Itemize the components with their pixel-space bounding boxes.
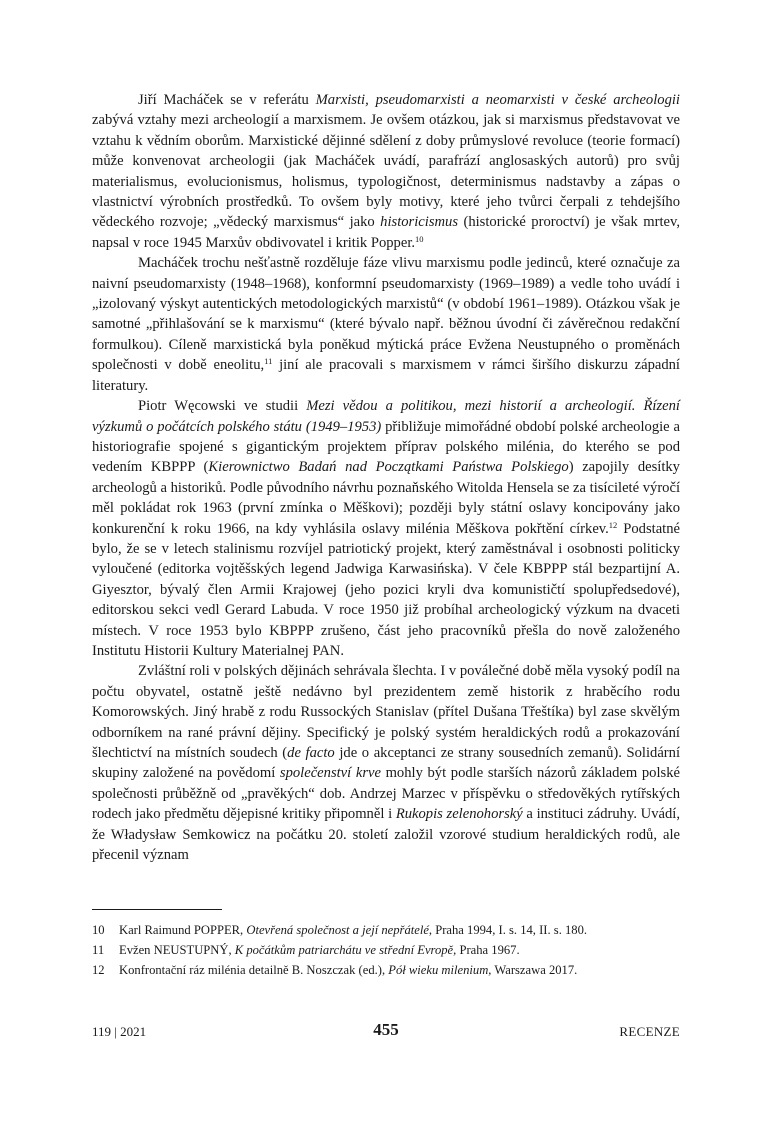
text-run: a instituci zádruhy. Uvádí, že Władysław Semkowicz na počátku 20. století založil vzorové studium heraldických rodů, ale přecenil význam <box>92 806 680 864</box>
italic-text: Otevřená společnost a její nepřátelé <box>246 923 429 937</box>
issue-label: 119 | 2021 <box>92 1024 147 1039</box>
italic-text: Mezi vědou a politikou, mezi historií a archeologií. Řízení výzkumů o počátcích polského státu (1949–1953) <box>92 398 680 435</box>
footnote-text <box>119 940 520 960</box>
footnotes <box>92 920 680 980</box>
text-run: ) zapojily desítky archeologů a historiků. Podle původního návrhu poznaňského Witolda Hensela se za tisícileté výročí měl pokládat rok 1963 (první zmínka o Měškovi); později byly státní oslavy koncipovány jako konkurenční k roku 1966, na kdy vyhlásila oslavy milénia Měškova pokřtění církev. <box>92 459 681 537</box>
text-run: Jiří Macháček se v referátu <box>138 92 316 108</box>
text-run: přibližuje mimořádné období polské archeologie a historiografie spojené s gigantickým projektem příprav polského milénia, do kterého se pod vedením KBPPP ( <box>92 418 680 476</box>
paragraph <box>92 661 680 865</box>
page-footer <box>92 1020 680 1044</box>
italic-text: Rukopis zelenohorský <box>395 806 523 823</box>
italic-text: de facto <box>287 745 335 761</box>
text-run: Praha 1967. <box>456 943 520 957</box>
footnote-reference: 11 <box>264 356 273 367</box>
paragraph <box>92 253 680 396</box>
text-run: Podstatné bylo, že se v letech stalinismu rozvíjel patriotický projekt, který zaměstnával i osobnosti politicky vyloučené (editorka vojtěšských legend Jadwiga Karwasińska). V čele KBPPP stál bezpartijní A. Giyesztor, bývalý člen Armii Krajowej (jeho pozici kryli dva komunističtí spolupředsedové), editorskou sekci vedl Gerard Labuda. V roce 1950 již probíhal archeologický výzkum na dvaceti místech. V roce 1953 bylo KBPPP zrušeno, část jeho pracovníků přešla do nově založeného Institutu Historii Kultury Materialnej PAN. <box>92 520 680 659</box>
italic-text: Kierownictwo Badań nad Początkami Państwa Polskiego <box>208 459 569 476</box>
italic-text: Pół wieku milenium, <box>388 963 492 977</box>
footnote <box>92 940 680 960</box>
text-run: Warszawa 2017. <box>491 963 578 977</box>
footnote-reference: 12 <box>608 519 618 530</box>
text-run: Evžen NEUSTUPNÝ, <box>119 943 235 957</box>
text-run: Macháček trochu nešťastně rozděluje fáze vlivu marxismu podle jedinců, které označuje za naivní pseudomarxisty (1948–1968), konformní pseudomarxisty (1969–1989) a vedle toho uvádí i „izolovaný výskyt autentických metodologických marxistů“ (v období 1961–1989). Otázkou však je samotné „přihlašování se k marxismu“ (které bývalo např. běžnou úvodní či závěrečnou redakční formulkou). Cíleně marxistická byla poněkud mýtická práce Evžena Neustupného o proměnách společnosti v době eneolitu, <box>92 255 680 374</box>
italic-text: Marxisti, pseudomarxisti a neomarxisti v české archeologii <box>315 92 680 108</box>
text-run: Piotr Węcowski ve studii <box>138 398 307 415</box>
text-run: Konfrontační ráz milénia detailně B. Noszczak (ed.), <box>119 963 389 977</box>
footnote-number: 10 <box>92 923 105 937</box>
section-label: RECENZE <box>619 1024 680 1039</box>
footnote-text <box>119 920 587 940</box>
italic-text: K počátkům patriarchátu ve střední Evropě, <box>234 943 457 957</box>
text-run: jiní ale pracovali s marxismem v rámci širšího diskurzu západní literatury. <box>92 357 680 394</box>
italic-text: historicismus <box>380 214 459 231</box>
text-run: jde o akceptanci ze strany sousedních zemanů). Solidární skupiny založené na povědomí <box>92 745 681 782</box>
footnote-number: 12 <box>92 963 105 977</box>
footnote-number: 11 <box>92 943 105 957</box>
text-run: , Praha 1994, I. s. 14, II. s. 180. <box>428 923 588 937</box>
text-run: Zvláštní roli v polských dějinách sehrávala šlechta. I v poválečné době měla vysoký podíl na počtu obyvatel, ostatně ještě nedávno byl prezidentem země historik z hraběcího rodu Komorowských. Jiný hrabě z rodu Russockých Stanislav (přítel Dušana Třeštíka) byl zase skvělým odborníkem na rané právní dějiny. Specifický je polský systém heraldických rodů a prokazování šlechtictví na místních soudech ( <box>92 663 680 761</box>
footnote-divider <box>92 909 222 910</box>
text-run: zabývá vztahy mezi archeologií a marxismem. Je ovšem otázkou, jak si marxismus představovat ve vztahu k vědním oborům. Marxistické dějinné sdělení z doby průmyslové revoluce (teorie formací) může konvenovat archeologii (jak Macháček uvádí, parafrází anglosaských autorů) pro svůj materialismus, evolucionismus, holismus, typologičnost, determinismus nadstavby a zápas o vlastnictví výrobních prostředků. To ovšem byly motivy, které jeho tvůrci čerpali z tehdejšího vědeckého rozvoje; „vědecký marxismus“ jako <box>92 112 680 231</box>
footnote-reference: 10 <box>415 233 424 244</box>
footnote <box>92 960 680 980</box>
italic-text: společenství krve <box>279 765 381 782</box>
text-run: mohly být podle starších názorů základem polské společnosti průběžně od „pravěkých“ dob. Andrzej Marzec v příspěvku o středověkých rytířských rodech jako předmětu dějepisné kritiky připomněl i <box>92 765 680 823</box>
footnote-text <box>119 960 577 980</box>
body-text <box>92 90 680 865</box>
text-run: (historické proroctví) je však mrtev, napsal v roce 1945 Marxův obdivovatel i kritik Popper. <box>92 214 681 251</box>
paragraph <box>92 396 680 661</box>
footnote <box>92 920 680 940</box>
paragraph <box>92 90 680 253</box>
page-number: 455 <box>373 1020 399 1039</box>
text-run: Karl Raimund POPPER, <box>119 923 247 937</box>
